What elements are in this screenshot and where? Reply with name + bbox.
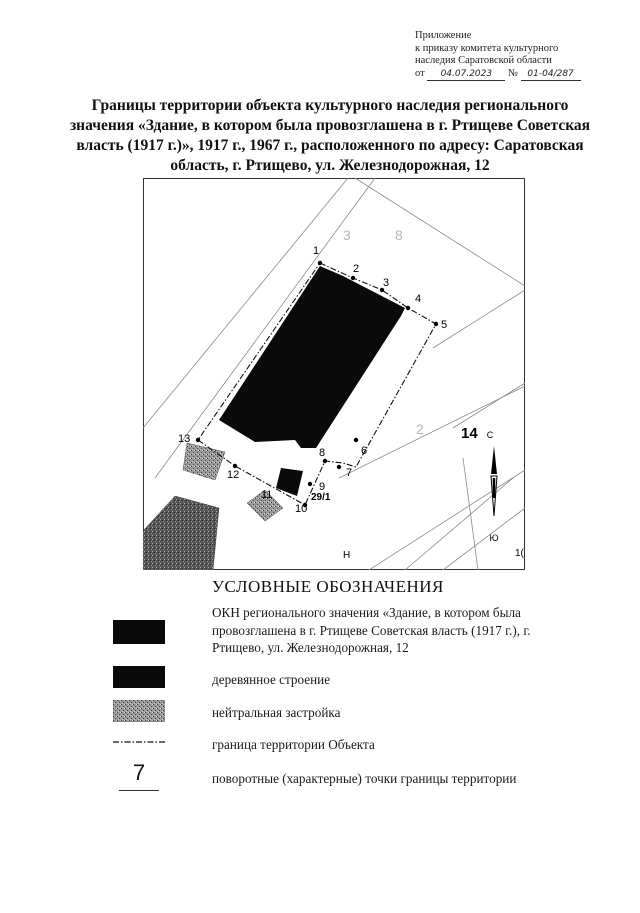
point-5-marker bbox=[434, 322, 438, 326]
svg-text:2: 2 bbox=[416, 421, 424, 437]
point-12-label: 12 bbox=[227, 469, 240, 481]
point-6-label: 6 bbox=[361, 445, 368, 457]
legend-boundary-swatch bbox=[113, 734, 165, 750]
appendix-line-1: Приложение bbox=[415, 30, 472, 41]
point-10-label: 10 bbox=[295, 503, 308, 515]
corner-mark: 1( bbox=[515, 548, 524, 559]
boundary-map bbox=[143, 178, 525, 570]
svg-text:3: 3 bbox=[343, 227, 351, 243]
order-date: 04.07.2023 bbox=[440, 68, 493, 79]
parcel-label: 14 bbox=[461, 425, 478, 442]
legend-neutral-text: нейтральная застройка bbox=[212, 705, 341, 720]
point-13-label: 13 bbox=[178, 433, 191, 445]
order-number: 01-04/287 bbox=[527, 68, 574, 79]
legend-point-example: 7 bbox=[132, 760, 146, 785]
point-8-marker bbox=[323, 459, 327, 463]
map-drawing bbox=[143, 178, 525, 570]
legend-wood-swatch bbox=[113, 666, 165, 688]
point-2-marker bbox=[351, 276, 355, 280]
appendix-line-2: к приказу комитета культурного bbox=[415, 42, 559, 54]
appendix-line-3: наследия Саратовской области bbox=[415, 55, 552, 66]
point-4-label: 4 bbox=[415, 293, 422, 305]
legend-boundary-text: граница территории Объекта bbox=[212, 737, 375, 752]
point-2-label: 2 bbox=[353, 263, 360, 275]
point-1-marker bbox=[318, 261, 322, 265]
point-5-label: 5 bbox=[441, 319, 448, 331]
point-12-marker bbox=[233, 464, 237, 468]
point-13-marker bbox=[196, 438, 200, 442]
legend-heading: УСЛОВНЫЕ ОБОЗНАЧЕНИЯ bbox=[212, 577, 444, 596]
document-title: Границы территории объекта культурного наследия регионального значения «Здание, в котором была провозглашена в г. Ртищеве Советская власть (1917 г.)», 1917 г., 1967 г., расположенного по адресу: Саратовская область, г. Ртищево, ул. Железнодорожная, 12 bbox=[69, 97, 591, 174]
point-3-label: 3 bbox=[383, 277, 390, 289]
point-4-marker bbox=[406, 306, 410, 310]
compass-south-label: Ю bbox=[489, 533, 499, 543]
svg-text:8: 8 bbox=[395, 227, 403, 243]
legend-point-underline bbox=[119, 790, 159, 791]
street-marker: Н bbox=[343, 550, 351, 561]
point-8-label: 8 bbox=[319, 447, 326, 459]
point-1-label: 1 bbox=[313, 245, 320, 257]
point-9-label: 9 bbox=[319, 481, 326, 493]
compass-north-label: С bbox=[486, 430, 494, 440]
point-6-marker bbox=[354, 438, 358, 442]
legend-neutral-swatch bbox=[113, 700, 165, 722]
number-prefix: № bbox=[507, 67, 518, 79]
legend-points-text: поворотные (характерные) точки границы территории bbox=[212, 771, 517, 786]
house-number: 29/1 bbox=[311, 492, 331, 503]
date-prefix: от bbox=[415, 67, 425, 79]
point-7-label: 7 bbox=[346, 467, 353, 479]
legend-wood-text: деревянное строение bbox=[212, 672, 331, 687]
point-9-marker bbox=[308, 482, 312, 486]
appendix-date-line bbox=[415, 68, 581, 82]
legend-okn-swatch bbox=[113, 620, 165, 644]
appendix-block bbox=[415, 30, 581, 81]
point-7-marker bbox=[337, 465, 341, 469]
point-11-label: 11 bbox=[261, 489, 273, 501]
legend-okn-text: ОКН регионального значения «Здание, в котором была провозглашена в г. Ртищеве Советская власть (1917 г.), г. Ртищево, ул. Железнодорожная, 12 bbox=[212, 605, 531, 655]
